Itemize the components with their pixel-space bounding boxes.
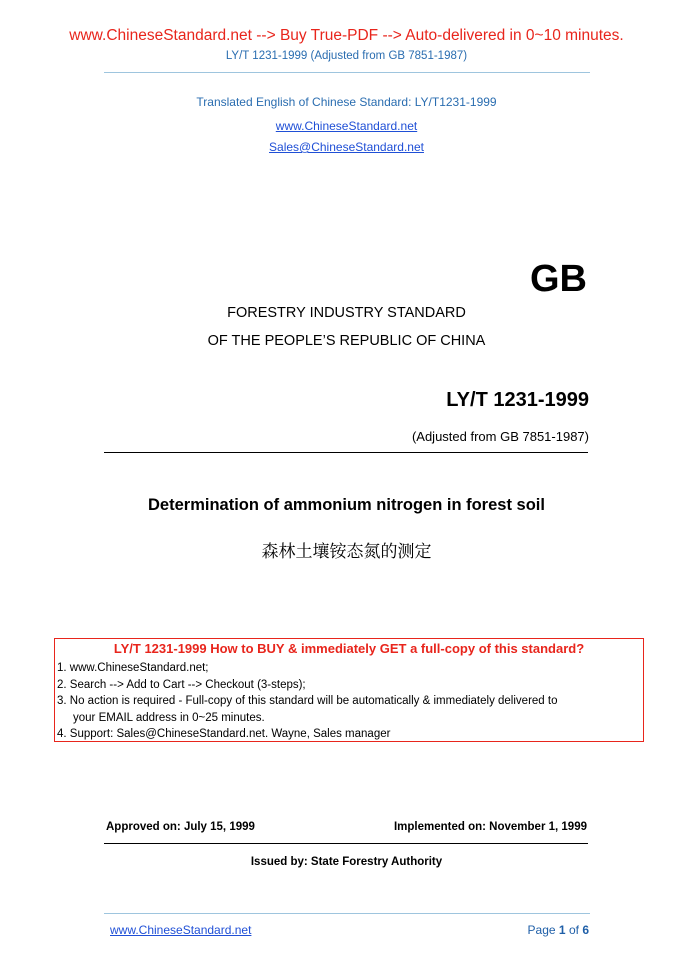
page-prefix: Page [527,923,556,937]
buy-step: 2. Search --> Add to Cart --> Checkout (3-steps); [57,678,306,691]
footer-website-link[interactable]: www.ChineseStandard.net [110,923,252,937]
top-banner[interactable]: www.ChineseStandard.net --> Buy True-PDF --> Auto-delivered in 0~10 minutes. [69,27,624,44]
gb-mark: GB [530,258,587,300]
buy-step: 1. www.ChineseStandard.net; [57,662,209,674]
document-title: Determination of ammonium nitrogen in forest soil [148,496,545,514]
buy-step: 3. No action is required - Full-copy of this standard will be automatically & immediately delivered to [57,695,558,707]
header-divider [104,72,590,73]
website-link[interactable]: www.ChineseStandard.net [275,119,418,133]
issued-by: Issued by: State Forestry Authority [250,856,443,868]
page-of: of [568,923,579,937]
dates-divider [104,843,588,844]
page-indicator [528,923,589,937]
buy-steps-list [57,660,557,743]
standard-line-1: FORESTRY INDUSTRY STANDARD [227,305,466,321]
buy-box-title: LY/T 1231-1999 How to BUY & immediately GET a full-copy of this standard? [113,641,585,656]
email-link[interactable]: Sales@ChineseStandard.net [269,140,424,154]
page-total: 6 [582,923,589,937]
footer-divider [104,913,590,914]
title-divider [104,452,588,453]
adjusted-from: (Adjusted from GB 7851-1987) [411,429,589,444]
standard-line-2: OF THE PEOPLE’S REPUBLIC OF CHINA [207,333,486,349]
standard-code: LY/T 1231-1999 [446,389,589,411]
header-subtitle: LY/T 1231-1999 (Adjusted from GB 7851-1987) [225,50,468,62]
approved-date: Approved on: July 15, 1999 [106,821,255,833]
buy-step-continuation: your EMAIL address in 0~25 minutes. [73,711,265,724]
implemented-date: Implemented on: November 1, 1999 [393,821,587,833]
page-current: 1 [558,923,566,937]
document-title-chinese: 森林土壤铵态氮的测定 [261,542,432,562]
buy-step: 4. Support: Sales@ChineseStandard.net. Wayne, Sales manager [57,728,391,740]
translation-line: Translated English of Chinese Standard: LY/T1231-1999 [196,95,497,109]
buy-box [54,638,644,742]
